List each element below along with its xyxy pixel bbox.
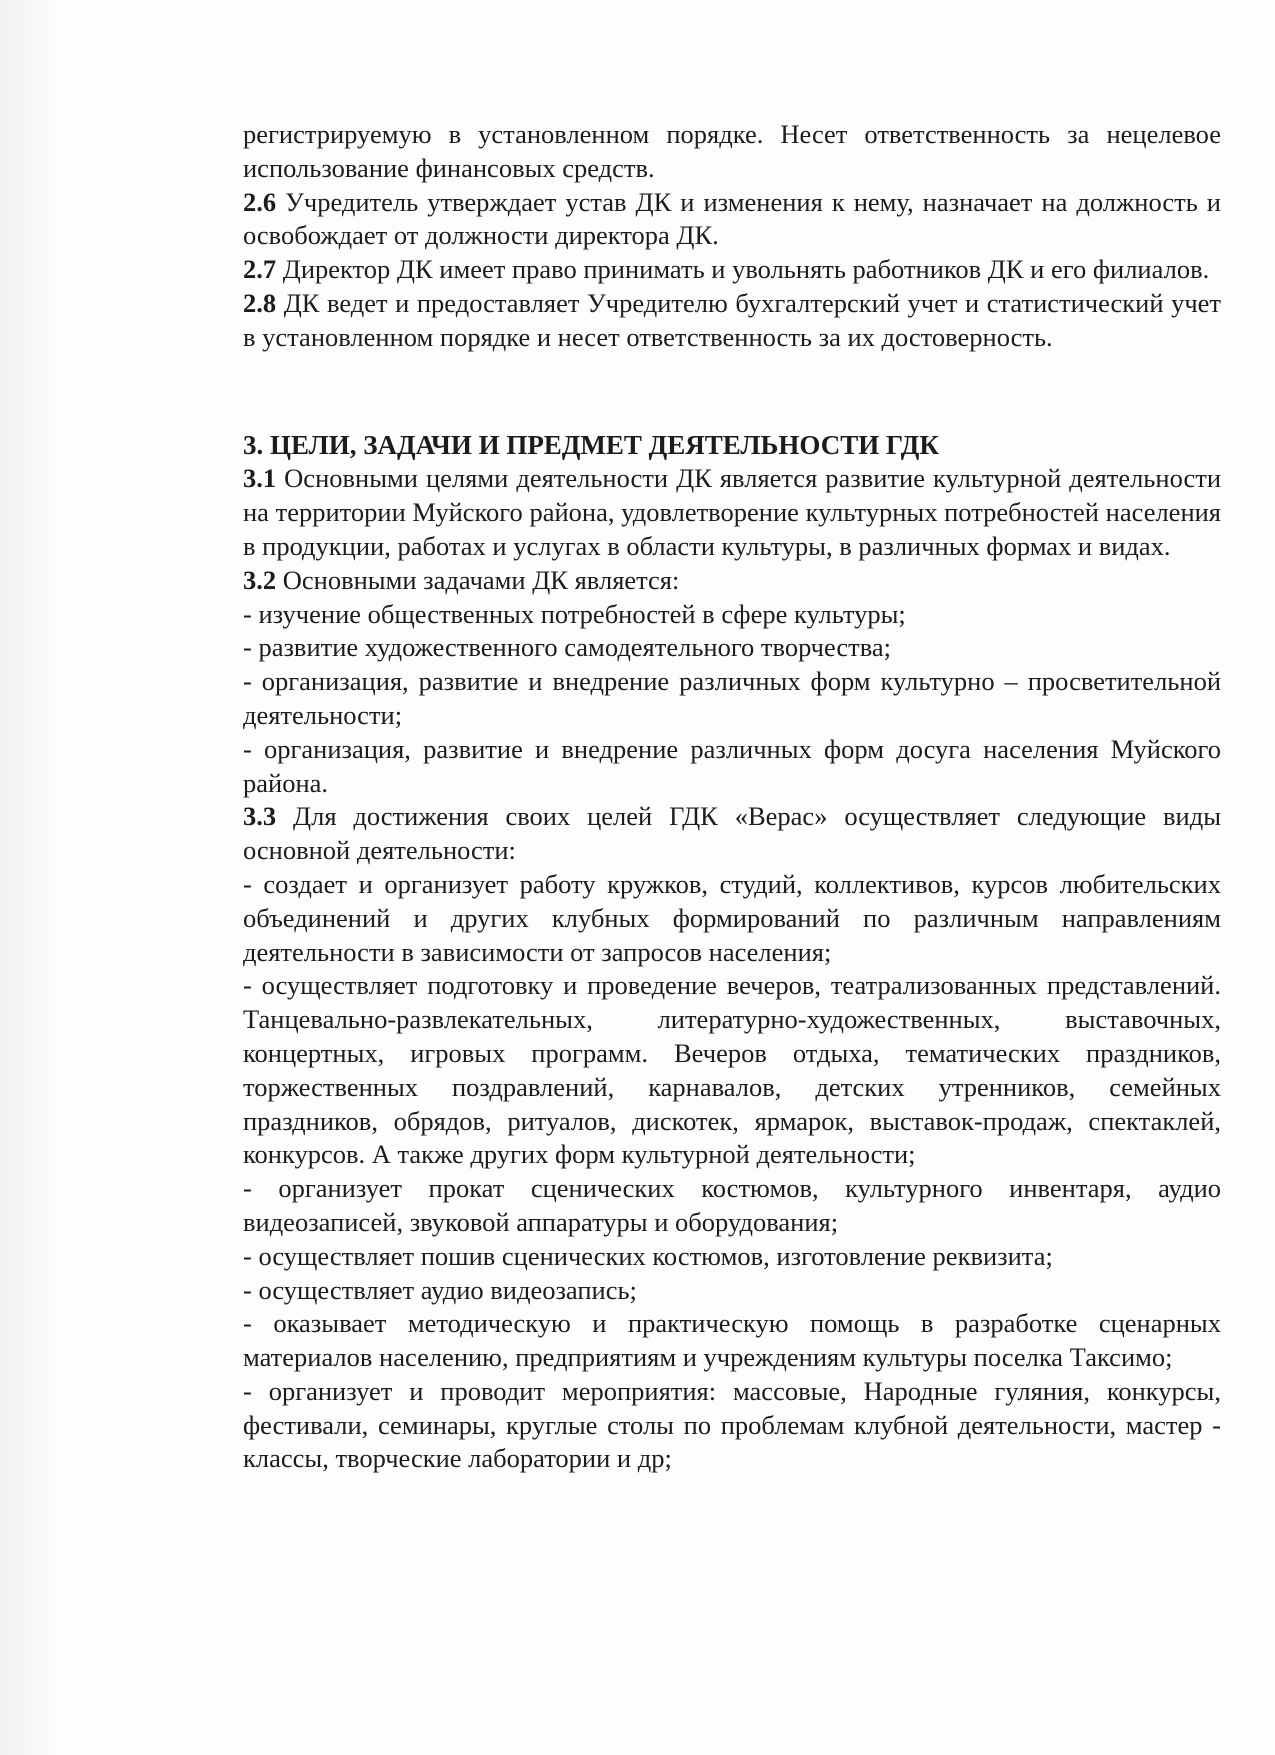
activity-item-3: - организует прокат сценических костюмов, культурного инвентаря, аудио видеозаписей, звуковой аппаратуры и оборудования; (243, 1173, 1221, 1237)
paragraph-number: 2.8 (243, 287, 277, 318)
section-3-heading: 3. ЦЕЛИ, ЗАДАЧИ И ПРЕДМЕТ ДЕЯТЕЛЬНОСТИ ГДК (243, 429, 939, 460)
paragraph-2-7 (243, 253, 1221, 287)
document-body (243, 118, 1221, 1476)
paragraph-number: 3.3 (243, 801, 277, 832)
paragraph-2-5-tail: регистрируемую в установленном порядке. Несет ответственность за нецелевое использование финансовых средств. (243, 119, 1221, 183)
activity-item-4: - осуществляет пошив сценических костюмов, изготовление реквизита; (243, 1240, 1053, 1271)
paragraph-number: 3.1 (243, 463, 277, 494)
activity-item-7: - организует и проводит мероприятия: массовые, Народные гуляния, конкурсы, фестивали, семинары, круглые столы по проблемам клубной деятельности, мастер - классы, творческие лаборатории и др; (243, 1375, 1221, 1474)
paragraph-text: Директор ДК имеет право принимать и увольнять работников ДК и его филиалов. (282, 254, 1210, 285)
paragraph-3-1 (243, 462, 1221, 563)
task-item-4: - организация, развитие и внедрение различных форм досуга населения Муйского района. (243, 733, 1221, 798)
activity-item-5: - осуществляет аудио видеозапись; (243, 1274, 637, 1305)
paragraph-text: Основными целями деятельности ДК является развитие культурной деятельности на территории Муйского района, удовлетворение культурных потребностей населения в продукции, работах и услугах в области культуры, в различных формах и видах. (243, 463, 1222, 561)
activity-item-1: - создает и организует работу кружков, студий, коллективов, курсов любительских объединений и других клубных формирований по различным направлениям деятельности в зависимости от запросов населения; (243, 868, 1221, 967)
paragraph-number: 2.6 (243, 186, 277, 217)
paragraph-text: Для достижения своих целей ГДК «Верас» осуществляет следующие виды основной деятельности: (243, 801, 1221, 866)
activity-item-6: - оказывает методическую и практическую помощь в разработке сценарных материалов населению, предприятиям и учреждениям культуры поселка Таксимо; (243, 1308, 1221, 1373)
paragraph-text: Учредитель утверждает устав ДК и изменения к нему, назначает на должность и освобождает от должности директора ДК. (243, 186, 1221, 251)
paragraph-2-8 (243, 287, 1221, 355)
paragraph-3-3 (243, 800, 1221, 868)
paragraph-number: 2.7 (243, 254, 277, 285)
task-item-3: - организация, развитие и внедрение различных форм культурно – просветительной деятельности; (243, 666, 1221, 730)
scan-edge-shadow (0, 0, 60, 1755)
paragraph-number: 3.2 (243, 564, 277, 595)
paragraph-2-6 (243, 186, 1221, 254)
paragraph-text: ДК ведет и предоставляет Учредителю бухгалтерский учет и статистический учет в установленном порядке и несет ответственность за их достоверность. (243, 287, 1222, 352)
activity-item-2: - осуществляет подготовку и проведение вечеров, театрализованных представлений. Танцевально-развлекательных, литературно-художественных, выставочных, концертных, игровых программ. Вечеров отдыха, тематических праздников, торжественных поздравлений, карнавалов, детских утренников, семейных праздников, обрядов, ритуалов, дискотек, ярмарок, выставок-продаж, спектаклей, конкурсов. А также других форм культурной деятельности; (243, 970, 1221, 1170)
task-item-2: - развитие художественного самодеятельного творчества; (243, 632, 892, 663)
task-item-1: - изучение общественных потребностей в сфере культуры; (243, 598, 906, 629)
paragraph-text: Основными задачами ДК является: (282, 564, 680, 595)
paragraph-3-2 (243, 564, 1221, 598)
